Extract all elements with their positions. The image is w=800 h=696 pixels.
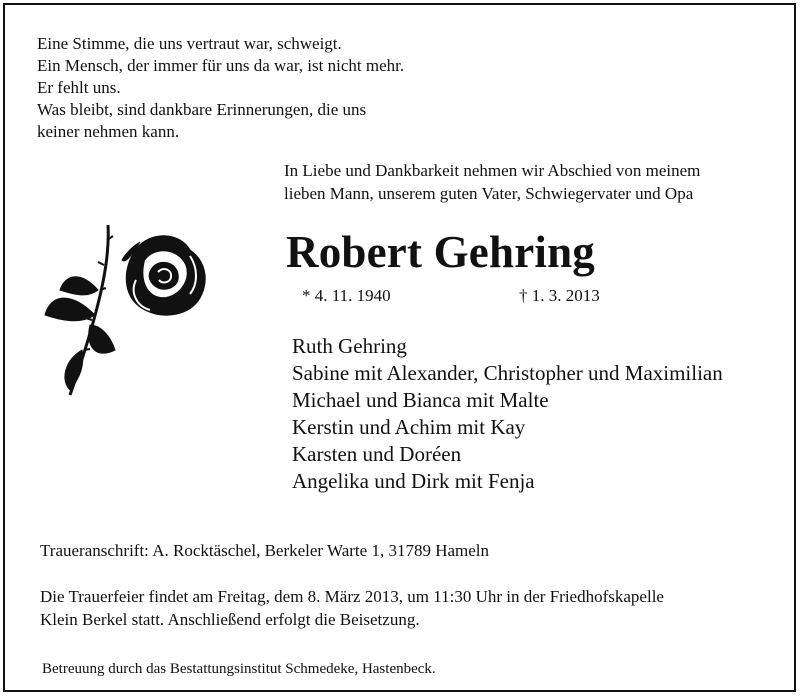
mourning-address: Traueranschrift: A. Rocktäschel, Berkeler Warte 1, 31789 Hameln bbox=[40, 541, 490, 560]
rose-icon bbox=[40, 220, 220, 400]
birth-date: * 4. 11. 1940 bbox=[302, 286, 391, 305]
service-line-1: Die Trauerfeier findet am Freitag, dem 8. März 2013, um 11:30 Uhr in der Friedhofskapelle bbox=[40, 587, 664, 606]
poem-line-2: Ein Mensch, der immer für uns da war, ist nicht mehr. bbox=[37, 56, 405, 75]
deceased-name: Robert Gehring bbox=[286, 227, 596, 277]
family-line-2: Sabine mit Alexander, Christopher und Maximilian bbox=[292, 361, 723, 385]
funeral-home-credit: Betreuung durch das Bestattungsinstitut Schmedeke, Hastenbeck. bbox=[42, 661, 436, 677]
intro-line-2: lieben Mann, unserem guten Vater, Schwiegervater und Opa bbox=[284, 184, 694, 203]
family-line-4: Kerstin und Achim mit Kay bbox=[292, 415, 526, 439]
family-line-6: Angelika und Dirk mit Fenja bbox=[292, 469, 535, 493]
poem-line-4: Was bleibt, sind dankbare Erinnerungen, die uns bbox=[37, 100, 367, 119]
poem-line-5: keiner nehmen kann. bbox=[37, 122, 180, 141]
intro-line-1: In Liebe und Dankbarkeit nehmen wir Abschied von meinem bbox=[284, 161, 701, 180]
death-date: † 1. 3. 2013 bbox=[519, 286, 600, 305]
poem-line-1: Eine Stimme, die uns vertraut war, schweigt. bbox=[37, 34, 342, 53]
family-line-3: Michael und Bianca mit Malte bbox=[292, 388, 549, 412]
poem-line-3: Er fehlt uns. bbox=[37, 78, 121, 97]
service-line-2: Klein Berkel statt. Anschließend erfolgt die Beisetzung. bbox=[40, 610, 420, 629]
family-line-5: Karsten und Doréen bbox=[292, 442, 462, 466]
family-line-1: Ruth Gehring bbox=[292, 334, 407, 358]
